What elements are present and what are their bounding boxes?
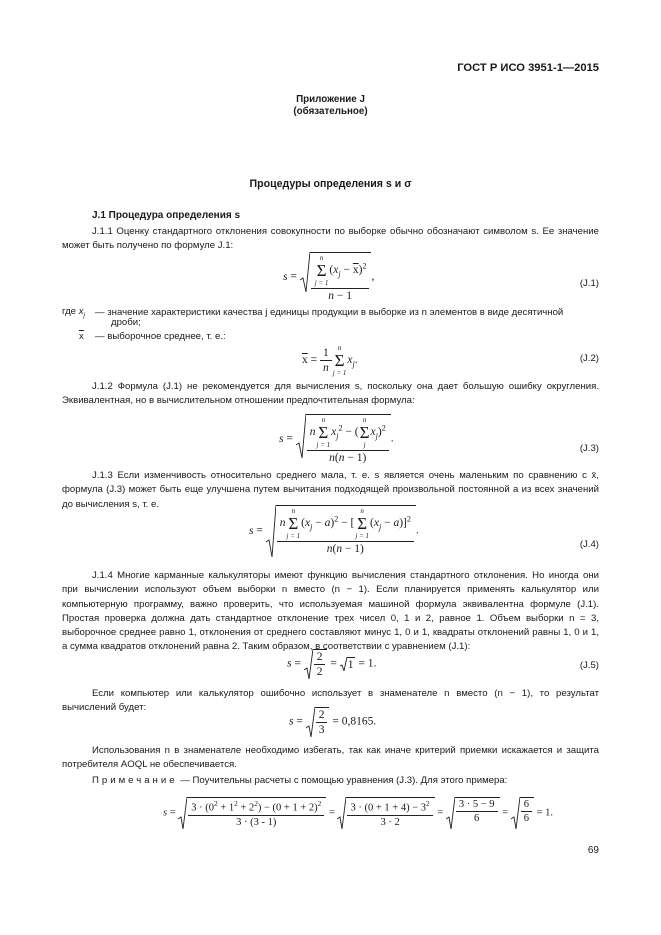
formula-j4: s = n n Σ j = 1 $(x_j - a)^2$ − [ n Σ j = 1 $(x_j - a)]^2$ n(n − 1) . — [249, 507, 419, 555]
equation-number-j2: (J.2) — [579, 353, 599, 364]
paragraph-avoid-n: Использования n в знаменателе необходимо избегать, так как иначе критерий приемки искажается и защита потребителя AOQL не обеспечивается. — [62, 745, 599, 771]
paragraph-divisor-error: Если компьютер или калькулятор ошибочно использует в знаменателе n вместо (n − 1), то результат вычислений будет: — [62, 688, 599, 714]
note — [92, 775, 507, 786]
where-xbar-description: — выборочное среднее, т. е.: — [95, 331, 226, 342]
note-label: Примечание — [92, 775, 178, 786]
formula-n-divisor: s = $\frac{2}{3}$ = 0,8165. — [289, 709, 377, 736]
formula-j5: s = $\frac{2}{2}$ = 1 = 1. — [287, 651, 377, 678]
document-code-header: ГОСТ Р ИСО 3951-1—2015 — [457, 62, 599, 74]
page-number: 69 — [587, 845, 599, 856]
formula-n-divisor-value: = 0,8165. — [332, 715, 377, 728]
paragraph-j-1-2: J.1.2 Формула (J.1) не рекомендуется для вычисления s, поскольку она дает большую ошибку округления. Эквивалентная, но в вычислительном отношении предпочтительная формула: — [62, 381, 599, 407]
main-title: Процедуры определения s и σ — [249, 178, 412, 190]
equation-number-j1: (J.1) — [579, 278, 599, 289]
paragraph-j-1-1: J.1.1 Оценку стандартного отклонения совокупности по выборке обычно обозначают символом s. Ее значение может быть получено по формуле J.1: — [62, 226, 599, 252]
section-heading: J.1 Процедура определения s — [92, 210, 241, 221]
where-xj-description-cont: дроби; — [111, 317, 141, 328]
formula-j2: $\overline{x}$ = $\frac{1}{n}$ n Σ j = 1 $x_j$. — [302, 344, 358, 377]
formula-j3: s = n n Σ j = 1 $x_j^2$ − ( n Σ j $x_j)^2$ n(n − 1) . — [279, 416, 394, 464]
annex-title: Приложение J — [296, 94, 365, 105]
where-label: где $x_j$ — [62, 306, 85, 319]
equation-number-j5: (J.5) — [579, 660, 599, 671]
note-text: — Поучительны расчеты с помощью уравнения (J.3). Для этого примера: — [180, 775, 508, 786]
where-xbar-symbol: $\overline{x}$ — [79, 331, 84, 342]
formula-j1: s = n Σ j = 1 $(x_j - \overline{x})^2$ n − 1 , — [283, 254, 375, 302]
where-xj-description: — значение характеристики качества j единицы продукции в выборке из n элементов в виде десятичной — [95, 307, 564, 318]
equation-number-j3: (J.3) — [579, 443, 599, 454]
formula-note-example: s = $\frac{3 \cdot (0^2 + 1^2 + 2^2) - (0 + 1 + 2)^2}{3 \cdot (3 - 1)}$ = $\frac{3 \cdot (0 + 1 + 4) - 3^2}{3 \cdot 2}$ = $\frac{3 \cdot 5 - 9}{6}$ = $\frac{6}{6}$ = 1. — [163, 799, 553, 828]
paragraph-j-1-3: J.1.3 Если изменчивость относительно среднего мала, т. е. s является очень маленьким по сравнению с x̄, формула (J.3) может быть еще улучшена путем вычитания подходящей произвольной постоянной a из всех значений до вычисления s, т. е. — [62, 470, 599, 510]
annex-status: (обязательное) — [293, 106, 368, 117]
equation-number-j4: (J.4) — [579, 539, 599, 550]
paragraph-j-1-4: J.1.4 Многие карманные калькуляторы имеют функцию вычисления стандартного отклонения. Но иногда они при вычислении используют объем выборки n вместо (n − 1). Если планируется применять калькулятор или компьютерную программу, важно проверить, что используемая машиной формула эквивалентна формуле (J.1). Простая проверка должна дать стандартное отклонение трех чисел 0, 1 и 2, равное 1. Объем выборки n = 3, выборочное среднее равно 1, отклонения от среднего составляют минус 1, 0 и 1, квадраты отклонений равны 1, 0 и 1, а сумма квадратов отклонений равна 2. Таким образом, в соответствии с уравнением (J.1): — [62, 570, 599, 653]
